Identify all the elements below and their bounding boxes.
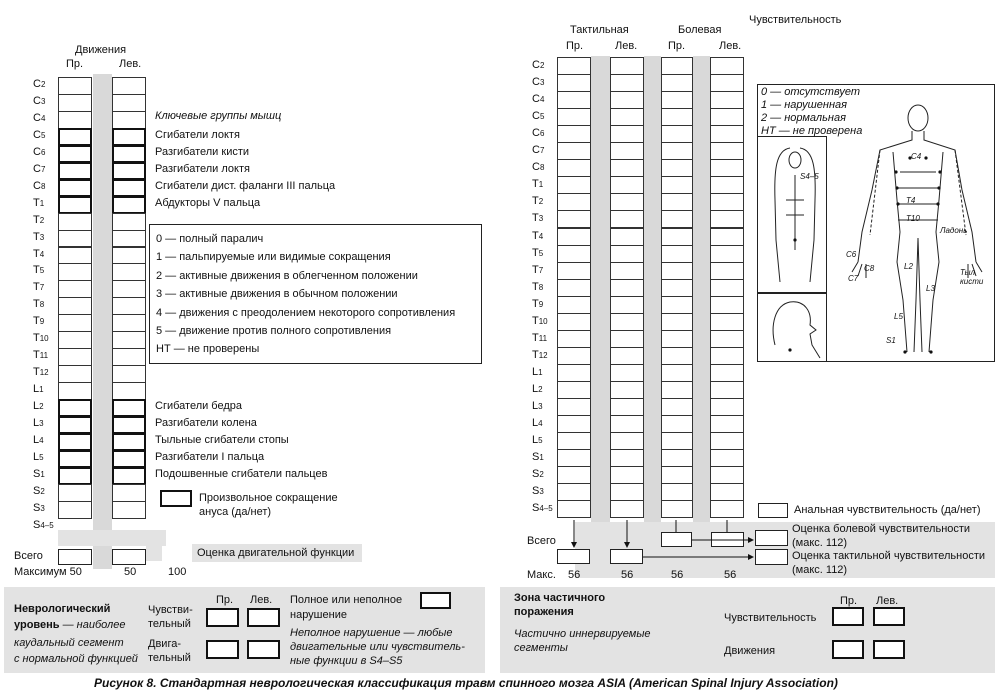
segment-letter: L [33, 400, 40, 413]
segment-letter: S [33, 484, 41, 497]
segment-letter: S [532, 451, 540, 464]
label-t4: T4 [906, 196, 916, 205]
touch-col-right: Пр. [566, 40, 584, 52]
segment-letter: T [33, 213, 40, 226]
segment-letter: L [33, 450, 40, 463]
segment-letter: S [33, 467, 41, 480]
anal-sensation-label: Анальная чувствительность (да/нет) [794, 504, 981, 516]
lower-muscle-label: Сгибатели бедра [155, 400, 243, 413]
segment-number: 5 [538, 248, 544, 258]
key-muscles-title: Ключевые группы мышц [155, 110, 282, 122]
motor-title: Движения [75, 44, 127, 56]
segment-letter: C [33, 179, 41, 192]
segment-number: 6 [539, 129, 545, 139]
partial-motor-right[interactable] [832, 640, 864, 659]
segment-number: 2 [40, 486, 45, 496]
complete-box[interactable] [420, 592, 451, 609]
sensory-max-3: 56 [724, 569, 737, 581]
segment-number: 3 [40, 96, 46, 106]
label-c8: C8 [864, 264, 875, 273]
sensory-max-label: Макс. [527, 569, 556, 581]
segment-number: 9 [538, 299, 544, 309]
sensory-legend-3: НТ — не проверена [761, 125, 863, 137]
segment-number: 3 [538, 402, 543, 411]
neuro-level-desc-1: каудальный сегмент [14, 637, 124, 649]
segment-letter: S [33, 501, 41, 514]
segment-letter: T [532, 246, 539, 259]
partial-zone-col-right: Пр. [840, 595, 858, 607]
partial-zone-col-left: Лев. [876, 595, 899, 607]
upper-muscle-label: Разгибатели кисти [155, 145, 250, 158]
touch-col-left: Лев. [615, 40, 638, 52]
motor-grade-item: 5 — движение против полного сопротивления [156, 325, 392, 337]
segment-number: 7 [40, 164, 46, 174]
partial-sens-left[interactable] [873, 607, 905, 626]
segment-number: 4 [538, 231, 544, 241]
motor-max-total: 100 [168, 566, 187, 578]
segment-number: 10 [538, 316, 548, 326]
segment-letter: L [33, 383, 40, 396]
partial-zone-desc-1: Частично иннервируемые [514, 628, 651, 640]
segment-number: 3 [40, 503, 45, 513]
segment-number: 1 [40, 469, 45, 479]
segment-letter: L [532, 365, 539, 378]
partial-zone-title-1: Зона частичного [514, 592, 606, 604]
sens-level-right[interactable] [206, 608, 239, 627]
sens-level-left[interactable] [247, 608, 280, 627]
segment-number: 12 [538, 350, 548, 360]
label-back: Тыл кисти [960, 268, 984, 286]
neuro-level-title-1: Неврологический [14, 603, 111, 615]
partial-zone-sens-label: Чувствительность [724, 612, 817, 624]
segment-number: 2 [538, 384, 543, 394]
motor-col-left: Лев. [119, 58, 142, 70]
segment-letter: L [532, 434, 539, 447]
segment-letter: C [33, 145, 41, 158]
segment-number: 2 [539, 470, 544, 480]
segment-number: 1 [39, 385, 44, 395]
figure-caption: Рисунок 8. Стандартная неврологическая классификация травм спинного мозга ASIA (American Spinal Injury Association) [94, 676, 838, 690]
pain-score-label-1: Оценка болевой чувствительности [792, 523, 971, 535]
segment-number: 2 [39, 215, 45, 225]
segment-number: 4 [538, 419, 543, 429]
incomplete-note-3: ные функции в S4–S5 [290, 655, 403, 667]
segment-number: 4 [539, 95, 545, 105]
segment-letter: S [532, 502, 540, 515]
segment-number: 2 [40, 80, 46, 89]
pain-score-label-2: (макс. 112) [792, 537, 848, 549]
sensory-max-0: 56 [568, 569, 581, 581]
segment-number: 8 [539, 163, 545, 173]
segment-number: 8 [39, 300, 45, 310]
segment-letter: C [33, 162, 41, 175]
complete-label-1: Полное или неполное [290, 594, 403, 606]
segment-letter: L [532, 382, 539, 395]
touch-score-label-1: Оценка тактильной чувствительности [792, 550, 986, 562]
touch-label: Тактильная [570, 24, 629, 36]
segment-letter: L [532, 400, 539, 412]
segment-letter: S [33, 518, 41, 531]
segment-letter: S [532, 485, 540, 498]
motor-grade-item: 4 — движения с преодолением некоторого сопротивления [156, 306, 456, 319]
motor-score-label: Оценка двигательной функции [197, 547, 355, 559]
segment-number: 3 [539, 487, 544, 497]
segment-letter: S [532, 468, 540, 481]
label-palm: Ладонь [940, 226, 968, 235]
neuro-level-col-left: Лев. [250, 594, 273, 606]
segment-number: 4–5 [40, 520, 54, 530]
motor-grade-item: НТ — не проверены [156, 343, 260, 356]
segment-number: 3 [39, 232, 45, 242]
segment-number: 2 [538, 197, 544, 207]
partial-zone-motor-label: Движения [724, 645, 776, 657]
segment-letter: T [33, 196, 40, 209]
lower-muscle-label: Разгибатели колена [155, 417, 257, 429]
sensory-legend-0: 0 — отсутствует [761, 86, 860, 98]
segment-number: 11 [39, 351, 49, 361]
label-l2: L2 [904, 262, 913, 271]
label-s1: S1 [886, 336, 896, 345]
segment-letter: T [532, 348, 539, 361]
segment-letter: C [33, 128, 41, 141]
segment-letter: T [532, 212, 539, 225]
segment-letter: T [532, 280, 539, 293]
segment-letter: C [532, 127, 540, 140]
motor-grade-item: 2 — активные движения в облегченном положении [156, 269, 418, 282]
label-c6: C6 [846, 250, 857, 259]
segment-number: 6 [40, 147, 46, 157]
segment-letter: C [532, 59, 540, 71]
anal-contraction-label-1: Произвольное сокращение [199, 492, 338, 504]
segment-letter: C [532, 110, 540, 123]
incomplete-note-2: двигательные или чувствитель- [290, 641, 465, 653]
segment-number: 5 [538, 436, 543, 446]
segment-number: 8 [538, 282, 544, 292]
pain-col-right: Пр. [668, 40, 686, 52]
segment-number: 1 [538, 367, 543, 377]
segment-letter: T [33, 332, 40, 345]
upper-muscle-label: Сгибатели дист. фаланги III пальца [155, 179, 336, 192]
sensory-max-1: 56 [621, 569, 634, 581]
segment-letter: C [532, 161, 540, 174]
segment-number: 2 [39, 402, 44, 412]
motor-col-right: Пр. [66, 58, 84, 70]
segment-letter: T [532, 178, 539, 191]
segment-letter: C [33, 78, 41, 90]
lower-muscle-label: Подошвенные сгибатели пальцев [155, 467, 328, 480]
label-c7: C7 [848, 274, 859, 283]
segment-number: 3 [39, 419, 44, 428]
motor-total-label: Всего [14, 550, 43, 562]
segment-letter: T [33, 298, 40, 311]
neuro-level-desc-2: с нормальной функцией [14, 653, 138, 665]
segment-number: 9 [39, 317, 45, 327]
upper-muscle-label: Сгибатели локтя [155, 128, 240, 141]
segment-number: 4 [39, 249, 45, 259]
label-t10: T10 [906, 214, 920, 223]
neuro-level-title-suffix: — наиболее [59, 619, 126, 631]
segment-letter: T [33, 264, 40, 277]
sensory-title: Чувствительность [749, 14, 842, 26]
segment-number: 3 [538, 214, 544, 224]
segment-number: 4 [39, 435, 44, 445]
segment-letter: T [532, 263, 539, 276]
motor-level-label-1: Двига- [148, 638, 181, 650]
upper-muscle-label: Разгибатели локтя [155, 162, 250, 175]
motor-grade-item: 0 — полный паралич [156, 233, 264, 245]
segment-letter: T [33, 366, 40, 379]
segment-letter: C [532, 93, 540, 106]
segment-letter: T [33, 349, 40, 362]
neuro-level-col-right: Пр. [216, 594, 234, 606]
partial-sens-right[interactable] [832, 607, 864, 626]
segment-letter: C [532, 76, 540, 89]
touch-score-label-2: (макс. 112) [792, 564, 848, 576]
motor-level-label-2: тельный [148, 652, 191, 664]
segment-letter: T [532, 297, 539, 310]
motor-grade-item: 1 — пальпируемые или видимые сокращения [156, 251, 391, 264]
lower-muscle-label: Тыльные сгибатели стопы [155, 433, 289, 446]
partial-zone-title-2: поражения [514, 606, 574, 618]
segment-letter: T [532, 229, 539, 242]
neuro-level-title-2 [14, 619, 125, 632]
motor-grade-item: 3 — активные движения в обычном положении [156, 288, 398, 301]
neuro-level-title-word: уровень [14, 619, 60, 631]
upper-muscle-label: Абдукторы V пальца [155, 196, 261, 209]
motor-level-left[interactable] [247, 640, 280, 659]
label-s45: S4–5 [800, 172, 819, 181]
sens-level-label-1: Чувстви- [148, 604, 193, 616]
segment-letter: L [33, 417, 40, 429]
segment-letter: T [33, 281, 40, 294]
segment-number: 5 [539, 112, 545, 122]
segment-letter: C [33, 94, 41, 107]
segment-letter: C [532, 144, 540, 157]
complete-label-2: нарушение [290, 609, 347, 621]
segment-number: 3 [539, 78, 545, 88]
label-l3: L3 [926, 284, 935, 293]
motor-level-right[interactable] [206, 640, 239, 659]
segment-number: 7 [39, 283, 45, 293]
segment-letter: T [532, 195, 539, 208]
segment-number: 4–5 [539, 504, 553, 514]
sensory-legend-2: 2 — нормальная [761, 112, 846, 124]
segment-number: 1 [538, 180, 544, 190]
segment-number: 7 [538, 265, 544, 275]
segment-number: 5 [39, 266, 45, 276]
segment-letter: T [33, 230, 40, 243]
lower-muscle-label: Разгибатели I пальца [155, 450, 265, 463]
segment-number: 5 [39, 452, 44, 462]
segment-number: 10 [39, 334, 49, 344]
sensory-legend-1: 1 — нарушенная [761, 99, 848, 111]
segment-letter: C [33, 111, 41, 124]
segment-letter: T [532, 314, 539, 327]
segment-number: 7 [539, 146, 545, 156]
sensory-max-2: 56 [671, 569, 684, 581]
segment-number: 1 [39, 198, 45, 208]
segment-letter: T [33, 247, 40, 260]
segment-letter: T [33, 315, 40, 328]
motor-max-left: 50 [124, 566, 137, 578]
segment-letter: L [33, 433, 40, 446]
partial-zone-desc-2: сегменты [514, 642, 568, 654]
pain-label: Болевая [678, 24, 722, 36]
segment-letter: L [532, 417, 539, 430]
segment-number: 2 [539, 61, 545, 70]
sensory-total-label: Всего [527, 535, 556, 547]
sens-level-label-2: тельный [148, 618, 191, 630]
segment-number: 11 [538, 333, 548, 343]
partial-motor-left[interactable] [873, 640, 905, 659]
segment-number: 1 [539, 453, 544, 463]
label-c4: C4 [911, 152, 922, 161]
segment-letter: T [532, 331, 539, 344]
motor-max-label: Максимум 50 [14, 566, 82, 578]
incomplete-note-1: Неполное нарушение — любые [290, 627, 453, 639]
anal-contraction-label-2: ануса (да/нет) [199, 506, 272, 518]
label-l5: L5 [894, 312, 903, 321]
segment-number: 8 [40, 181, 46, 191]
segment-number: 4 [40, 113, 46, 123]
segment-number: 5 [40, 130, 46, 140]
segment-number: 12 [39, 368, 49, 378]
pain-col-left: Лев. [719, 40, 742, 52]
